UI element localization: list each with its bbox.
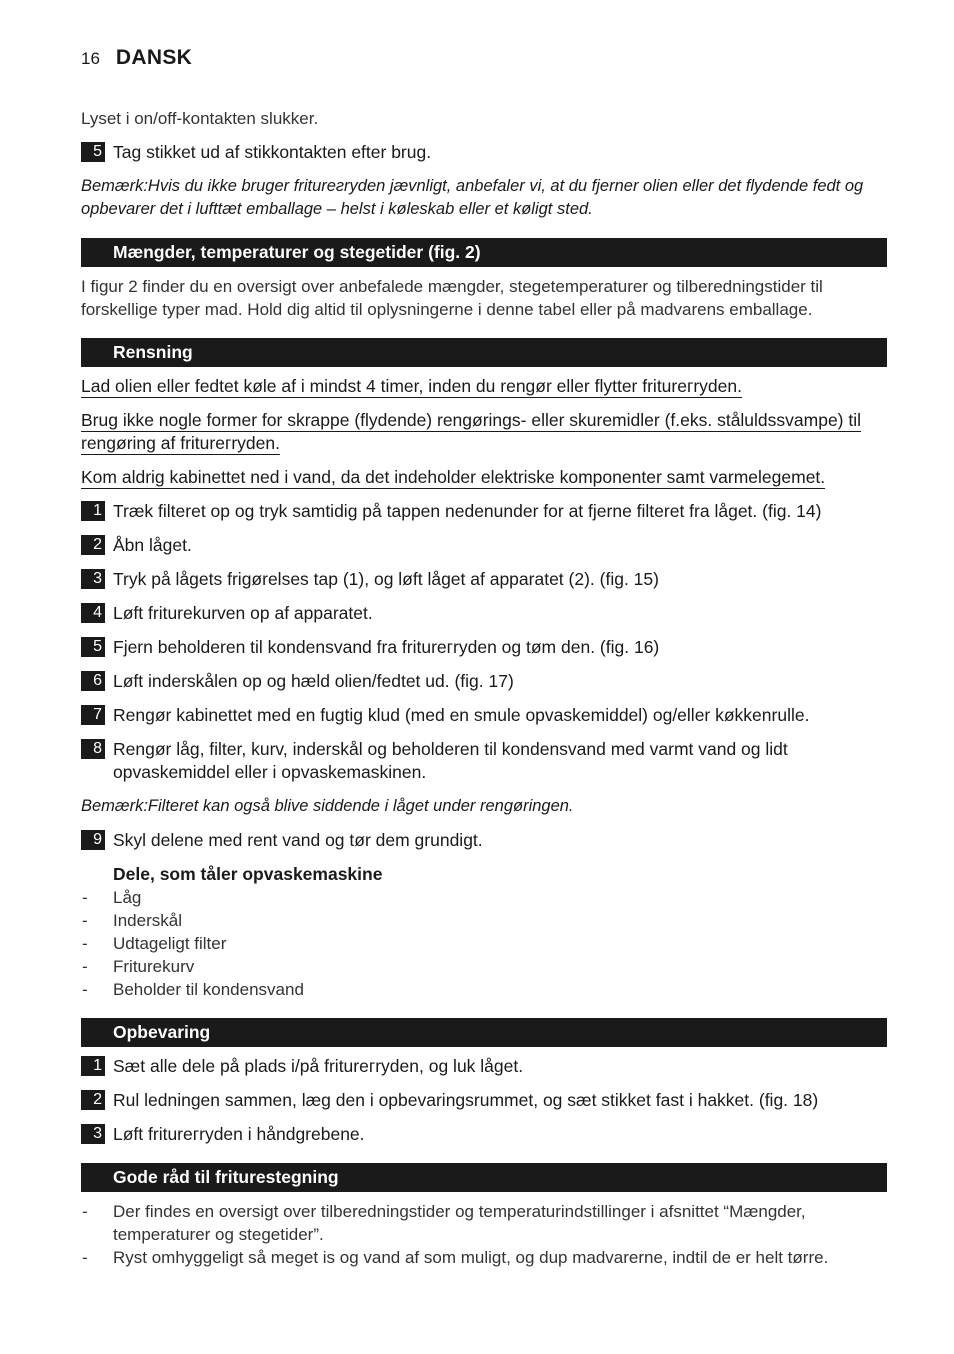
step-item: [81, 534, 887, 557]
section-header-cleaning: Rensning: [81, 338, 887, 367]
dishwasher-list: [81, 886, 887, 1001]
page-number: 16: [81, 49, 100, 68]
step-item: [81, 1089, 887, 1112]
step-text: Tag stikket ud af stikkontakten efter brug.: [113, 142, 432, 162]
note-text: Bemærk:Filteret kan også blive siddende i låget under rengøringen.: [81, 797, 574, 815]
step-text: Løft friturekurven op af apparatet.: [113, 603, 373, 623]
warning-text: Brug ikke nogle former for skrappe (flydende) rengørings- eller skuremidler (f.eks. ståluldssvampe) til rengøring af friturегryden.: [81, 410, 862, 453]
tips-list: [81, 1200, 887, 1269]
intro-text: Lyset i on/off-kontakten slukker.: [81, 109, 319, 128]
step-item: [81, 141, 887, 164]
step-item: [81, 602, 887, 625]
step-item: [81, 636, 887, 659]
step-number: 2: [81, 535, 105, 555]
step-text: Løft inderskålen op og hæld olien/fedtet ud. (fig. 17): [113, 671, 514, 691]
step-item: [81, 568, 887, 591]
step-number: 1: [81, 501, 105, 521]
list-item: - Der findes en oversigt over tilberedningstider og temperaturindstillinger i afsnittet “Mængder, temperaturer og stegetider”.: [81, 1200, 887, 1246]
step-item: [81, 704, 887, 727]
step-number: 3: [81, 1124, 105, 1144]
step-text: Sæt alle dele på plads i/på friturегryden, og luk låget.: [113, 1056, 524, 1076]
list-item: - Friturekurv: [81, 955, 887, 978]
list-item: - Beholder til kondensvand: [81, 978, 887, 1001]
section-header-storage: Opbevaring: [81, 1018, 887, 1047]
step-text: Skyl delene med rent vand og tør dem grundigt.: [113, 830, 483, 850]
list-item: - Ryst omhyggeligt så meget is og vand af som muligt, og dup madvarerne, indtil de er helt tørre.: [81, 1246, 887, 1269]
step-number: 1: [81, 1056, 105, 1076]
step-item: [81, 1055, 887, 1078]
note-text: Bemærk:Hvis du ikke bruger friturегryden jævnligt, anbefaler vi, at du fjerner olien eller det flydende fedt og opbevarer det i lufttæt emballage – helst i køleskab eller et køligt sted.: [81, 177, 864, 218]
step-number: 7: [81, 705, 105, 725]
step-item: [81, 1123, 887, 1146]
step-item: [81, 738, 887, 784]
step-text: Åbn låget.: [113, 535, 192, 555]
step-text: Rul ledningen sammen, læg den i opbevaringsrummet, og sæt stikket fast i hakket. (fig. 18): [113, 1090, 819, 1110]
step-text: Løft friturегryden i håndgrebene.: [113, 1124, 365, 1144]
language-heading: DANSK: [115, 46, 193, 69]
section-header-tips: Gode råd til friturestegning: [81, 1163, 887, 1192]
step-number: 3: [81, 569, 105, 589]
warning-text: Kom aldrig kabinettet ned i vand, da det indeholder elektriske komponenter samt varmelegemet.: [81, 467, 826, 487]
list-item: - Låg: [81, 886, 887, 909]
step-text: Rengør låg, filter, kurv, inderskål og beholderen til kondensvand med varmt vand og lidt opvaskemiddel eller i opvaskemaskinen.: [113, 739, 788, 782]
step-number: 9: [81, 830, 105, 850]
step-text: Fjern beholderen til kondensvand fra friturегryden og tøm den. (fig. 16): [113, 637, 660, 657]
page-content: [81, 107, 887, 1269]
page-header: [81, 46, 192, 70]
step-number: 5: [81, 637, 105, 657]
step-text: Rengør kabinettet med en fugtig klud (med en smule opvaskemiddel) og/eller køkkenrulle.: [113, 705, 810, 725]
step-number: 2: [81, 1090, 105, 1110]
step-number: 6: [81, 671, 105, 691]
step-text: Tryk på lågets frigørelses tap (1), og løft låget af apparatet (2). (fig. 15): [113, 569, 659, 589]
list-item: - Udtageligt filter: [81, 932, 887, 955]
section-header-amounts: Mængder, temperaturer og stegetider (fig. 2): [81, 238, 887, 267]
amounts-text: I figur 2 finder du en oversigt over anbefalede mængder, stegetemperaturer og tilberedningstider til forskellige typer mad. Hold dig altid til oplysningerne i denne tabel eller på madvarens emballage.: [81, 277, 823, 319]
step-item: [81, 500, 887, 523]
step-item: [81, 670, 887, 693]
list-item: - Inderskål: [81, 909, 887, 932]
step-number: 5: [81, 142, 105, 162]
warning-text: Lad olien eller fedtet køle af i mindst 4 timer, inden du rengør eller flytter friturегryden.: [81, 376, 742, 396]
step-text: Træk filteret op og tryk samtidig på tappen nedenunder for at fjerne filteret fra låget. (fig. 14): [113, 501, 822, 521]
dishwasher-heading: Dele, som tåler opvaskemaskine: [113, 864, 383, 884]
step-item: [81, 829, 887, 852]
step-number: 8: [81, 739, 105, 759]
step-number: 4: [81, 603, 105, 623]
